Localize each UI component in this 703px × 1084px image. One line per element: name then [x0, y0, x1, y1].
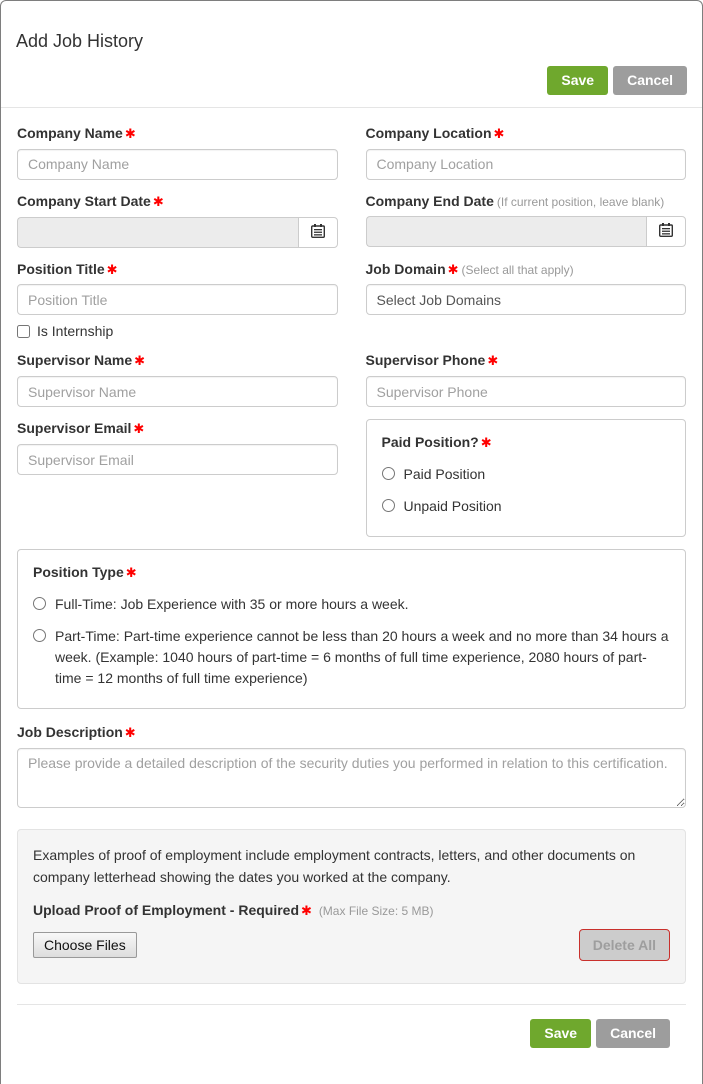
unpaid-position-radio[interactable]: [382, 499, 395, 512]
upload-proof-label: Upload Proof of Employment - Required ✱: [33, 901, 312, 918]
page-title: Add Job History: [16, 31, 144, 51]
position-type-label: Position Type ✱: [33, 564, 137, 581]
delete-all-button[interactable]: Delete All: [579, 929, 670, 961]
part-time-option-label: Part-Time: Part-time experience cannot be less than 20 hours a week and no more than 34 hours a week. (Example: 1040 hours of part-time = 6 months of full time experience, 2080 hours of part-time = 12 months of full time experience): [55, 628, 669, 687]
upload-proof-panel: [17, 829, 686, 984]
supervisor-name-input[interactable]: [17, 376, 338, 407]
full-time-radio[interactable]: [33, 597, 46, 610]
modal-header: [1, 1, 702, 108]
choose-files-button[interactable]: Choose Files: [33, 932, 137, 958]
required-asterisk: ✱: [301, 902, 312, 918]
save-button-bottom[interactable]: Save: [530, 1019, 591, 1048]
header-actions: [16, 66, 687, 107]
is-internship-checkbox[interactable]: [17, 325, 30, 338]
required-asterisk: ✱: [124, 725, 136, 741]
paid-position-group: [366, 419, 687, 537]
paid-position-radio[interactable]: [382, 467, 395, 480]
position-title-label: Position Title ✱: [17, 260, 118, 277]
is-internship-row: [17, 323, 338, 339]
end-date-hint: (If current position, leave blank): [496, 194, 665, 209]
supervisor-phone-label: Supervisor Phone ✱: [365, 352, 499, 369]
start-date-calendar-button[interactable]: [298, 217, 338, 248]
part-time-option: [33, 626, 670, 689]
company-name-label: Company Name ✱: [17, 124, 136, 141]
job-description-textarea[interactable]: [17, 748, 686, 808]
required-asterisk: ✱: [487, 353, 499, 369]
supervisor-name-label: Supervisor Name ✱: [17, 352, 146, 369]
paid-position-option: [382, 464, 671, 485]
required-asterisk: ✱: [447, 261, 459, 277]
required-asterisk: ✱: [106, 261, 118, 277]
required-asterisk: ✱: [493, 125, 505, 141]
company-location-label: Company Location ✱: [365, 124, 505, 141]
calendar-icon: [311, 224, 325, 241]
company-start-date-input[interactable]: [17, 217, 298, 248]
required-asterisk: ✱: [152, 193, 164, 209]
company-location-input[interactable]: [366, 149, 687, 180]
unpaid-position-option: [382, 496, 671, 517]
paid-position-option-label: Paid Position: [403, 466, 486, 483]
cancel-button-top[interactable]: Cancel: [613, 66, 687, 95]
required-asterisk: ✱: [124, 125, 136, 141]
supervisor-email-input[interactable]: [17, 444, 338, 475]
required-asterisk: ✱: [480, 435, 492, 451]
upload-info-text: Examples of proof of employment include employment contracts, letters, and other documents on company letterhead showing the dates you worked at the company.: [33, 847, 636, 886]
job-domain-multiselect[interactable]: Select Job Domains: [366, 284, 687, 315]
required-asterisk: ✱: [134, 353, 146, 369]
job-description-label: Job Description ✱: [17, 724, 136, 741]
company-end-date-input[interactable]: [366, 216, 647, 247]
company-name-input[interactable]: [17, 149, 338, 180]
upload-label-row: [33, 901, 670, 920]
is-internship-label: Is Internship: [37, 323, 114, 340]
job-domain-hint: (Select all that apply): [461, 262, 574, 277]
full-time-option: [33, 594, 670, 615]
full-time-option-label: Full-Time: Job Experience with 35 or more hours a week.: [55, 596, 409, 613]
required-asterisk: ✱: [133, 421, 145, 437]
required-asterisk: ✱: [125, 565, 137, 581]
supervisor-phone-input[interactable]: [366, 376, 687, 407]
calendar-icon: [659, 223, 673, 240]
position-title-input[interactable]: [17, 284, 338, 315]
supervisor-email-label: Supervisor Email ✱: [17, 420, 145, 437]
form-body: [1, 108, 702, 1084]
end-date-calendar-button[interactable]: [646, 216, 686, 247]
cancel-button-bottom[interactable]: Cancel: [596, 1019, 670, 1048]
max-file-size-hint: (Max File Size: 5 MB): [318, 903, 434, 918]
paid-position-label: Paid Position? ✱: [381, 434, 492, 451]
footer-spacer: [17, 1048, 686, 1084]
company-start-date-label: Company Start Date ✱: [17, 192, 164, 209]
part-time-radio[interactable]: [33, 629, 46, 642]
modal-footer: [17, 1004, 686, 1048]
position-type-group: [17, 549, 686, 709]
unpaid-position-option-label: Unpaid Position: [403, 498, 502, 515]
save-button-top[interactable]: Save: [547, 66, 608, 95]
company-end-date-label: Company End Date (If current position, leave blank): [365, 192, 665, 209]
job-domain-label: Job Domain ✱ (Select all that apply): [365, 260, 574, 277]
